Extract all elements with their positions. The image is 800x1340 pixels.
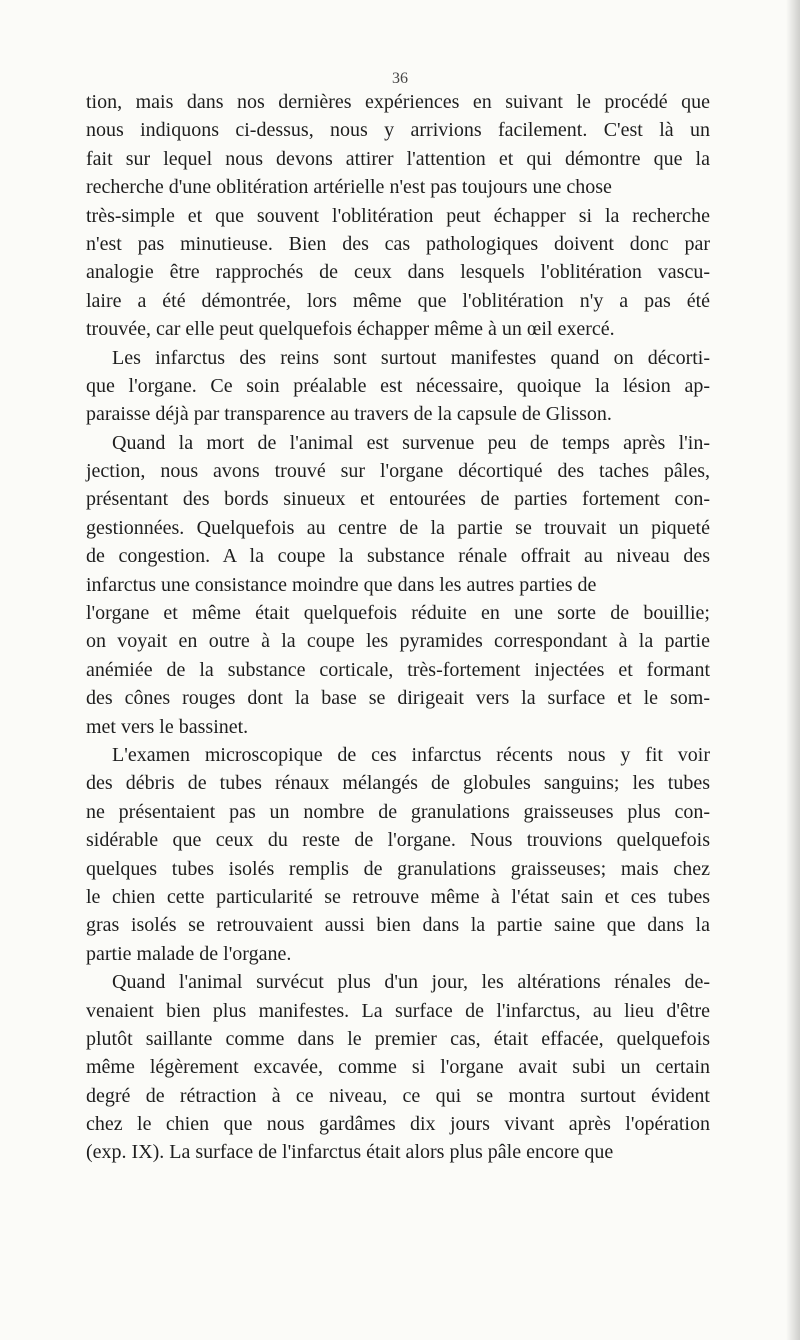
text-line: chez le chien que nous gardâmes dix jours vivant après l'opération: [86, 1113, 710, 1136]
text-line: infarctus une consistance moindre que dans les autres parties de: [86, 573, 597, 596]
paragraph-start-line: L'examen microscopique de ces infarctus récents nous y fit voir: [112, 743, 710, 766]
text-line: fait sur lequel nous devons attirer l'attention et qui démontre que la: [86, 147, 710, 170]
text-line: ne présentaient pas un nombre de granulations graisseuses plus con-: [86, 800, 710, 823]
text-line: des débris de tubes rénaux mélangés de globules sanguins; les tubes: [86, 772, 710, 795]
body-text: [86, 88, 710, 1167]
text-line: sidérable que ceux du reste de l'organe. Nous trouvions quelquefois: [86, 829, 710, 852]
text-line: nous indiquons ci-dessus, nous y arrivions facilement. C'est là un: [86, 119, 710, 142]
paragraph-start-line: Quand l'animal survécut plus d'un jour, les altérations rénales de-: [112, 971, 710, 994]
text-line: présentant des bords sinueux et entourées de parties fortement con-: [86, 488, 710, 511]
text-line: même légèrement excavée, comme si l'organe avait subi un certain: [86, 1056, 710, 1079]
text-line: laire a été démontrée, lors même que l'oblitération n'y a pas été: [86, 289, 710, 312]
paragraph-start-line: Les infarctus des reins sont surtout manifestes quand on décorti-: [112, 346, 710, 369]
paragraph-start-line: Quand la mort de l'animal est survenue peu de temps après l'in-: [112, 431, 710, 454]
text-line: venaient bien plus manifestes. La surface de l'infarctus, au lieu d'être: [86, 999, 710, 1022]
text-line: recherche d'une oblitération artérielle n'est pas toujours une chose: [86, 176, 612, 199]
text-line: de congestion. A la coupe la substance rénale offrait au niveau des: [86, 545, 710, 568]
page-edge-shadow: [786, 0, 800, 1340]
text-line: le chien cette particularité se retrouve même à l'état sain et ces tubes: [86, 885, 710, 908]
text-line: quelques tubes isolés remplis de granulations graisseuses; mais chez: [86, 857, 710, 880]
text-line: on voyait en outre à la coupe les pyramides correspondant à la partie: [86, 630, 710, 653]
text-line: (exp. IX). La surface de l'infarctus était alors plus pâle encore que: [86, 1141, 614, 1164]
text-line: l'organe et même était quelquefois réduite en une sorte de bouillie;: [86, 602, 710, 625]
text-line: met vers le bassinet.: [86, 715, 249, 738]
text-line: anémiée de la substance corticale, très-fortement injectées et formant: [86, 658, 710, 681]
text-line: jection, nous avons trouvé sur l'organe décortiqué des taches pâles,: [86, 460, 710, 483]
text-line: des cônes rouges dont la base se dirigeait vers la surface et le som-: [86, 687, 710, 710]
text-line: trouvée, car elle peut quelquefois échapper même à un œil exercé.: [86, 318, 615, 341]
text-line: gras isolés se retrouvaient aussi bien dans la partie saine que dans la: [86, 914, 710, 937]
text-line: partie malade de l'organe.: [86, 942, 292, 965]
text-line: très-simple et que souvent l'oblitération peut échapper si la recherche: [86, 204, 710, 227]
text-line: tion, mais dans nos dernières expériences en suivant le procédé que: [86, 91, 710, 113]
text-line: que l'organe. Ce soin préalable est nécessaire, quoique la lésion ap-: [86, 374, 710, 397]
text-line: gestionnées. Quelquefois au centre de la partie se trouvait un piqueté: [86, 516, 710, 539]
text-line: paraisse déjà par transparence au travers de la capsule de Glisson.: [86, 403, 612, 426]
text-line: plutôt saillante comme dans le premier cas, était effacée, quelquefois: [86, 1027, 710, 1050]
text-line: n'est pas minutieuse. Bien des cas pathologiques doivent donc par: [86, 232, 710, 255]
text-line: degré de rétraction à ce niveau, ce qui se montra surtout évident: [86, 1084, 710, 1107]
page-number: 36: [392, 70, 408, 87]
text-line: analogie être rapprochés de ceux dans lesquels l'oblitération vascu-: [86, 261, 710, 284]
